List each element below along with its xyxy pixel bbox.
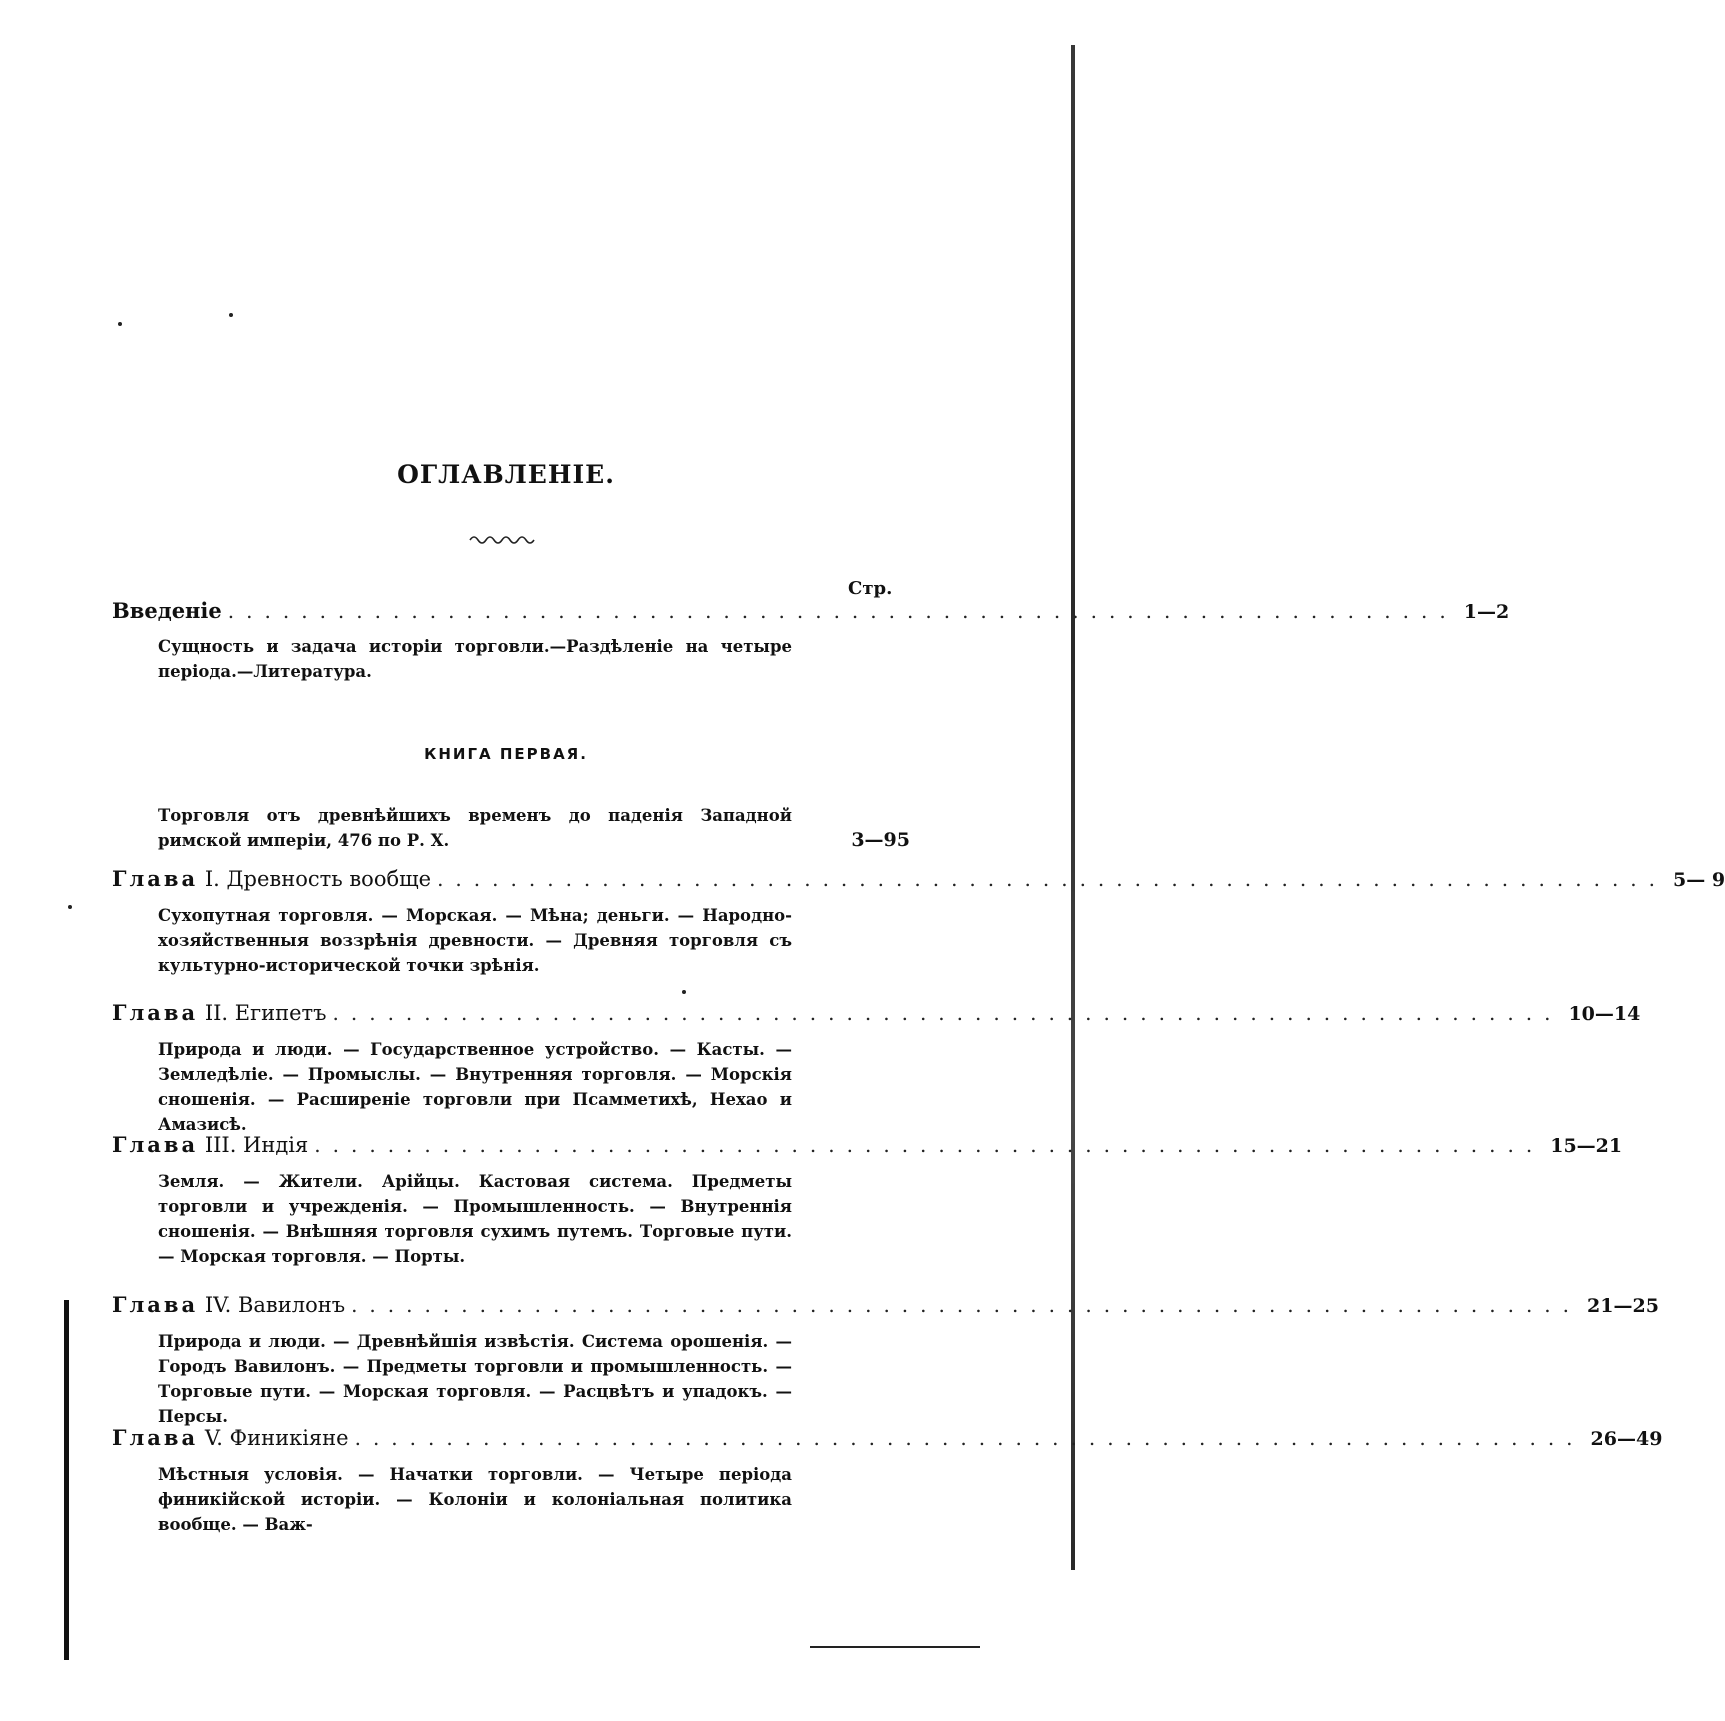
- toc-entry-pages: 5— 9: [1673, 869, 1725, 891]
- speck: [229, 313, 233, 317]
- page-title: ОГЛАВЛЕНІЕ.: [397, 460, 615, 489]
- toc-entry-pages: 26—49: [1590, 1428, 1663, 1450]
- dot-leader: ...................................................................: [351, 1293, 1582, 1317]
- toc-entry-pages: 21—25: [1587, 1295, 1659, 1317]
- dot-leader: ...................................................................: [314, 1133, 1545, 1157]
- speck: [68, 905, 72, 909]
- toc-entry-description: Земля. — Жители. Арійцы. Кастовая система. Предметы торговли и учрежденія. — Промышленность. — Внутреннія сношенія. — Внѣшняя торговля сухимъ путемъ. Торговые пути. — Морская торговля. — Порты.: [158, 1172, 792, 1266]
- toc-entry-label: Введеніе: [112, 598, 222, 623]
- bottom-rule: [810, 1646, 980, 1648]
- toc-entry-label: Глава III. Индія: [112, 1132, 309, 1157]
- toc-entry-chapter-3[interactable]: [112, 1132, 1623, 1157]
- toc-entry-label: Глава II. Египетъ: [112, 1000, 327, 1025]
- wave-ornament-icon: [468, 532, 538, 546]
- toc-entry-label: Глава V. Финикіяне: [112, 1425, 349, 1450]
- book-heading: КНИГА ПЕРВАЯ.: [424, 745, 588, 763]
- dot-leader: ...................................................................: [227, 599, 1458, 623]
- book-section-description: Торговля отъ древнѣйшихъ временъ до паденія Западной римской имперіи, 476 по Р. Х.: [158, 806, 792, 850]
- toc-entry-label: Глава IV. Вавилонъ: [112, 1292, 346, 1317]
- toc-entry-pages: 1—2: [1463, 601, 1510, 623]
- speck: [118, 322, 122, 326]
- toc-entry-description: Мѣстныя условія. — Начатки торговли. — Четыре періода финикійской исторіи. — Колоніи и колоніальная политика вообще. — Важ-: [158, 1465, 792, 1534]
- toc-entry-description: Сухопутная торговля. — Морская. — Мѣна; деньги. — Народно-хозяйственныя воззрѣнія древности. — Древняя торговля съ культурно-исторической точки зрѣнія.: [158, 906, 792, 975]
- dot-leader: ...................................................................: [354, 1426, 1585, 1450]
- toc-entry-chapter-2[interactable]: [112, 1000, 1641, 1025]
- page-column-header: Стр.: [848, 578, 893, 599]
- dot-leader: ...................................................................: [332, 1001, 1563, 1025]
- book-section-pages-row: [792, 829, 910, 851]
- scan-edge-right: [1071, 45, 1075, 1570]
- speck: [682, 990, 686, 994]
- toc-entry-label: Глава I. Древность вообще: [112, 866, 432, 891]
- dot-leader: ...................................................................: [437, 867, 1668, 891]
- toc-entry-pages: 15—21: [1550, 1135, 1623, 1157]
- toc-entry-chapter-4[interactable]: [112, 1292, 1659, 1317]
- toc-entry-intro[interactable]: [112, 598, 1510, 623]
- toc-entry-chapter-1[interactable]: [112, 866, 1725, 891]
- toc-entry-description: Природа и люди. — Древнѣйшія извѣстія. Система орошенія. — Городъ Вавилонъ. — Предметы торговли и промышленность. — Торговые пути. — Морская торговля. — Расцвѣтъ и упадокъ. — Персы.: [158, 1332, 792, 1426]
- toc-entry-pages: 10—14: [1568, 1003, 1641, 1025]
- toc-entry-chapter-5[interactable]: [112, 1425, 1663, 1450]
- toc-entry-description: Сущность и задача исторіи торговли.—Раздѣленіе на четыре періода.—Литература.: [158, 637, 792, 681]
- toc-entry-description: Природа и люди. — Государственное устройство. — Касты. — Земледѣліе. — Промыслы. — Внутренняя торговля. — Морскія сношенія. — Расширеніе торговли при Псамметихѣ, Нехао и Амазисѣ.: [158, 1040, 792, 1134]
- scan-edge-left: [64, 1300, 69, 1660]
- toc-entry-pages: 3—95: [851, 829, 910, 851]
